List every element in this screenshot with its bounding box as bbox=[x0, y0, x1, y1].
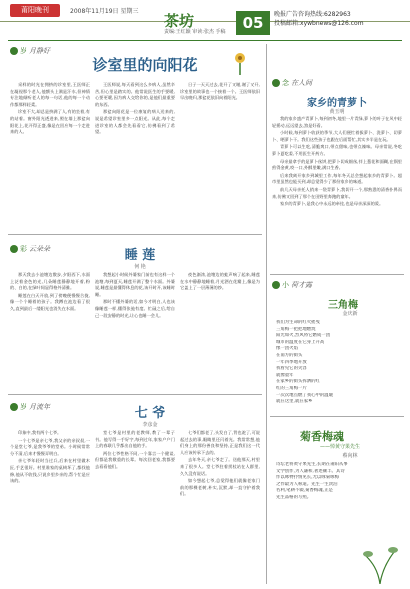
paragraph: 那盆向阳花是一位康复的病人送来的,说是希望诊室里多一点阳光。从此,每个走进诊室的人都会先看看它,仿佛看到了希望。 bbox=[95, 109, 175, 135]
article1-body bbox=[10, 82, 260, 230]
poem-line: 像一团火焰 bbox=[276, 346, 298, 352]
divider bbox=[8, 234, 262, 235]
article3-body bbox=[10, 430, 260, 584]
poem2-subtitle: ——悼黄守果先生 bbox=[319, 444, 360, 450]
poem-line: 在南方的街头 bbox=[276, 352, 303, 358]
paragraph: 印象中,我有两个七爷。 bbox=[18, 430, 62, 435]
poem-line: 就像童年 bbox=[276, 372, 294, 378]
poem2-byline: 蔡向林 bbox=[342, 453, 358, 459]
paragraph: 日子一天天过去,花开了又谢,谢了又开,诊室里的故事也一个接着一个。王医师依旧早出晚归,那盆花依旧向着阳光。 bbox=[180, 82, 260, 101]
contact-info bbox=[274, 10, 364, 28]
section-meta: 责编:王红颖 审读:张杰 手稿 bbox=[164, 29, 226, 35]
plant-illustration-icon bbox=[360, 540, 400, 584]
flower-icon bbox=[230, 50, 250, 76]
poem-line: 一次次地点燃了我心中的温暖 bbox=[276, 392, 334, 398]
kicker-dot-icon bbox=[272, 79, 280, 87]
column-divider bbox=[266, 44, 267, 584]
article3-kicker: 岁 月流年 bbox=[10, 402, 50, 412]
article3-col bbox=[95, 430, 175, 584]
poem1-title: 三角梅 bbox=[328, 300, 358, 311]
article2-kicker: 彩 云朵朵 bbox=[10, 244, 50, 254]
poem-line: 我们为生命的红火摇曳 bbox=[276, 320, 320, 325]
paragraph: 那时不懂外婆的话,如今才明白,人也该像睡莲一样,懂得张弛有度。忙碌之后,给自己一段安静的时光,让心也睡一会儿。 bbox=[95, 299, 175, 318]
article1-col bbox=[10, 82, 90, 230]
article2-title: 睡 莲 bbox=[124, 248, 156, 263]
paragraph: 采样的时光在拥挤的诊室里,王医师正在凝视那个老人,他额头上满是汗水,但神情专注地倾听老人的每一句话,他的每一个动作都那样轻柔。 bbox=[10, 82, 90, 107]
kicker-dot-icon bbox=[10, 47, 18, 55]
article2-col bbox=[95, 272, 175, 390]
section-title: 茶坊 bbox=[164, 12, 195, 30]
poem-line: 文学创作,为人谦和,著述颇丰。其诗 bbox=[276, 468, 345, 474]
paragraph: 堂七爷是村里的老教师,教了一辈子书。他写得一手好字,每到过年,家家户户门上的春联几乎都出自他的手。 bbox=[95, 430, 175, 449]
paragraph: 夜色渐浓,池塘边的蛙声响了起来,睡莲在水中静静地睡着,月光洒在花瓣上,像是为它盖上了一层薄薄的纱。 bbox=[180, 272, 260, 291]
header-divider bbox=[8, 40, 402, 41]
poem-line: 先生品格的写照。 bbox=[276, 494, 312, 500]
paragraph: 前几天母亲托人捎来一袋青萝卜,我切开一个,那熟悉的清香扑鼻而来,仿佛又回到了那个在田野里奔跑的童年。 bbox=[272, 186, 402, 199]
poem1-byline: 金庆新 bbox=[342, 311, 358, 317]
paragraph: 如今想起七爷,总觉得他们就像老家门前的那棵老树,朴实,沉默,却一直守护着我们。 bbox=[180, 478, 260, 497]
article4-kicker: 念 在人间 bbox=[272, 78, 312, 88]
paragraph: 母亲最拿手的是萝卜丝饼,把萝卜切成细丝,拌上葱花和面糊,在锅里煎得金黄,咬一口,外酥里嫩,满口生香。 bbox=[272, 158, 402, 171]
paragraph: 那天我去小池塘边散步,夕阳西下,水面上泛着金色的光,几朵睡莲静静地开着,粉的、白的,在绿叶间显得格外清雅。 bbox=[10, 272, 90, 291]
issue-date: 2008年11月19日 星期三 bbox=[70, 8, 139, 15]
paragraph: 亲七爷年轻时当过兵,后来在村里做木匠,手艺很好。村里谁家的桌椅坏了,都找他修,他从不收钱,只说乡里乡亲的,帮个忙是应该的。 bbox=[10, 458, 90, 484]
paragraph: 睡莲在白天开放,到了傍晚便慢慢合拢,像一个个睡着的孩子。我蹲在池边看了很久,直到最后一缕阳光也消失在水面。 bbox=[10, 292, 90, 311]
article3-title: 七 爷 bbox=[134, 406, 166, 421]
poem-line: 三角梅一把把地燃烧 bbox=[276, 326, 316, 332]
divider bbox=[270, 416, 404, 417]
paragraph: 后来我离开家乡到城里工作,每年冬天总会想起家乡的青萝卜。超市里虽然也能买到,却总觉得少了那份家乡的味道。 bbox=[272, 172, 402, 185]
poem-line: 阳光如火,烈风将它燃成一团 bbox=[276, 333, 331, 339]
poem-line: 作以咏物抒情见长,尤以咏菊咏梅 bbox=[276, 475, 339, 481]
article4-body bbox=[272, 116, 402, 270]
article2-col bbox=[10, 272, 90, 390]
paragraph: 去年冬天,亲七爷走了。送他那天,村里来了很多人。堂七爷拄着拐杖站在人群里,久久没有说话。 bbox=[180, 457, 260, 476]
poem2-title: 菊香梅魂 bbox=[300, 430, 344, 443]
paragraph: 七爷们都老了,头发白了,背也驼了,可说起过去的事,眼睛里还闪着光。我常常想,他们身上的那份善良和坚持,正是我们这一代人应该传承下去的。 bbox=[180, 430, 260, 455]
paragraph: 王医师说,每天看到这么多病人,虽然辛苦,但心里是踏实的。他常说医生的手要暖,心要更暖,因为病人交给你的,是他们最重要的东西。 bbox=[95, 82, 175, 107]
poem-line: 在家乡的街头挥洒的红 bbox=[276, 379, 320, 385]
poem1-kicker: 小 荷才露 bbox=[272, 280, 312, 290]
poem-line: 名利,笔耕不辍,菊香梅魂,正是 bbox=[276, 488, 333, 494]
article1-title: 诊室里的向阳花 bbox=[92, 56, 198, 74]
poem-line: 红的三角梅一片 bbox=[276, 385, 307, 391]
paragraph: 两位七爷性格不同,一个寡言一个健谈,但都是我敬重的长辈。每次回老家,我都要去看看他们。 bbox=[95, 450, 175, 469]
kicker-dot-icon bbox=[272, 281, 280, 289]
brand-logo: 莆阳晚刊 bbox=[10, 4, 60, 17]
article1-kicker: 岁 月静好 bbox=[10, 46, 50, 56]
divider bbox=[270, 274, 404, 275]
paragraph: 家乡的青萝卜,是我心中永远的牵挂,也是母亲深深的爱。 bbox=[280, 201, 384, 207]
paragraph: 我想起小时候外婆家门前也有这样一个池塘,每到夏天,睡莲开满了整个水面。外婆说,睡莲是最懂得休息的花,该开时开,该睡时睡。 bbox=[95, 272, 175, 297]
poem-line: 就在这里,就在家乡 bbox=[276, 399, 313, 405]
page-number: 05 bbox=[236, 11, 270, 35]
poem-line: 我看见它的笑容 bbox=[276, 366, 307, 372]
ad-hotline: 晚报广告咨询热线:6282963 bbox=[274, 11, 351, 18]
poem-line: 一年四季地开放 bbox=[276, 359, 307, 365]
article1-col bbox=[180, 82, 260, 230]
article2-col bbox=[180, 272, 260, 390]
poem2-body bbox=[276, 462, 400, 502]
divider bbox=[8, 394, 262, 395]
paragraph: 一个七爷是亲七爷,我父亲的亲叔叔,一个是堂七爷,是我爷爷的堂弟。小时候常常分不清,后来才慢慢弄明白。 bbox=[10, 437, 90, 456]
article4-byline: 黄玉明 bbox=[329, 109, 345, 115]
article2-byline: 何 艳 bbox=[134, 264, 146, 270]
article4-col bbox=[272, 116, 402, 270]
article3-byline: 李彦金 bbox=[142, 422, 158, 428]
kicker-dot-icon bbox=[10, 245, 18, 253]
paragraph: 我的家乡盛产青萝卜,每到初冬,地里一片青绿,萝卜的叶子在风中轻轻摇动,远远望去,煞是好看。 bbox=[272, 116, 402, 128]
poem1-body bbox=[276, 320, 400, 406]
paragraph: 小时候,每到萝卜收获的季节,大人们便忙着拔萝卜、洗萝卜、切萝卜、晒萝卜干。我们这些孩子也跟在后面帮忙,其实多半是在玩。 bbox=[272, 130, 402, 142]
paragraph: 诊室不大,却总是挤满了人,有的坐着,有的站着。窗外阳光透进来,照在墙上那盆向阳花上,花开得正盛,像是在回应每一个走进来的人。 bbox=[10, 109, 90, 135]
article2-body bbox=[10, 272, 260, 390]
article1-col bbox=[95, 82, 175, 230]
kicker-dot-icon bbox=[10, 403, 18, 411]
article4-title: 家乡的青萝卜 bbox=[307, 98, 367, 109]
poem-line: 之作最为人称道。先生一生淡泊 bbox=[276, 481, 338, 487]
poem-line: 城市的温度在它身上升高 bbox=[276, 339, 325, 345]
submission-email: 投稿邮箱:xywbnews@126.com bbox=[274, 20, 364, 27]
poem-line: 诗坛老将黄守果先生,长期在莆阳从事 bbox=[276, 462, 348, 467]
article3-col bbox=[10, 430, 90, 584]
article3-col bbox=[180, 430, 260, 584]
paragraph: 青萝卜可以生吃,清脆爽口,带点甜味,也带点辣味。母亲常说,冬吃萝卜夏吃姜,不用医生开药方。 bbox=[272, 144, 402, 156]
